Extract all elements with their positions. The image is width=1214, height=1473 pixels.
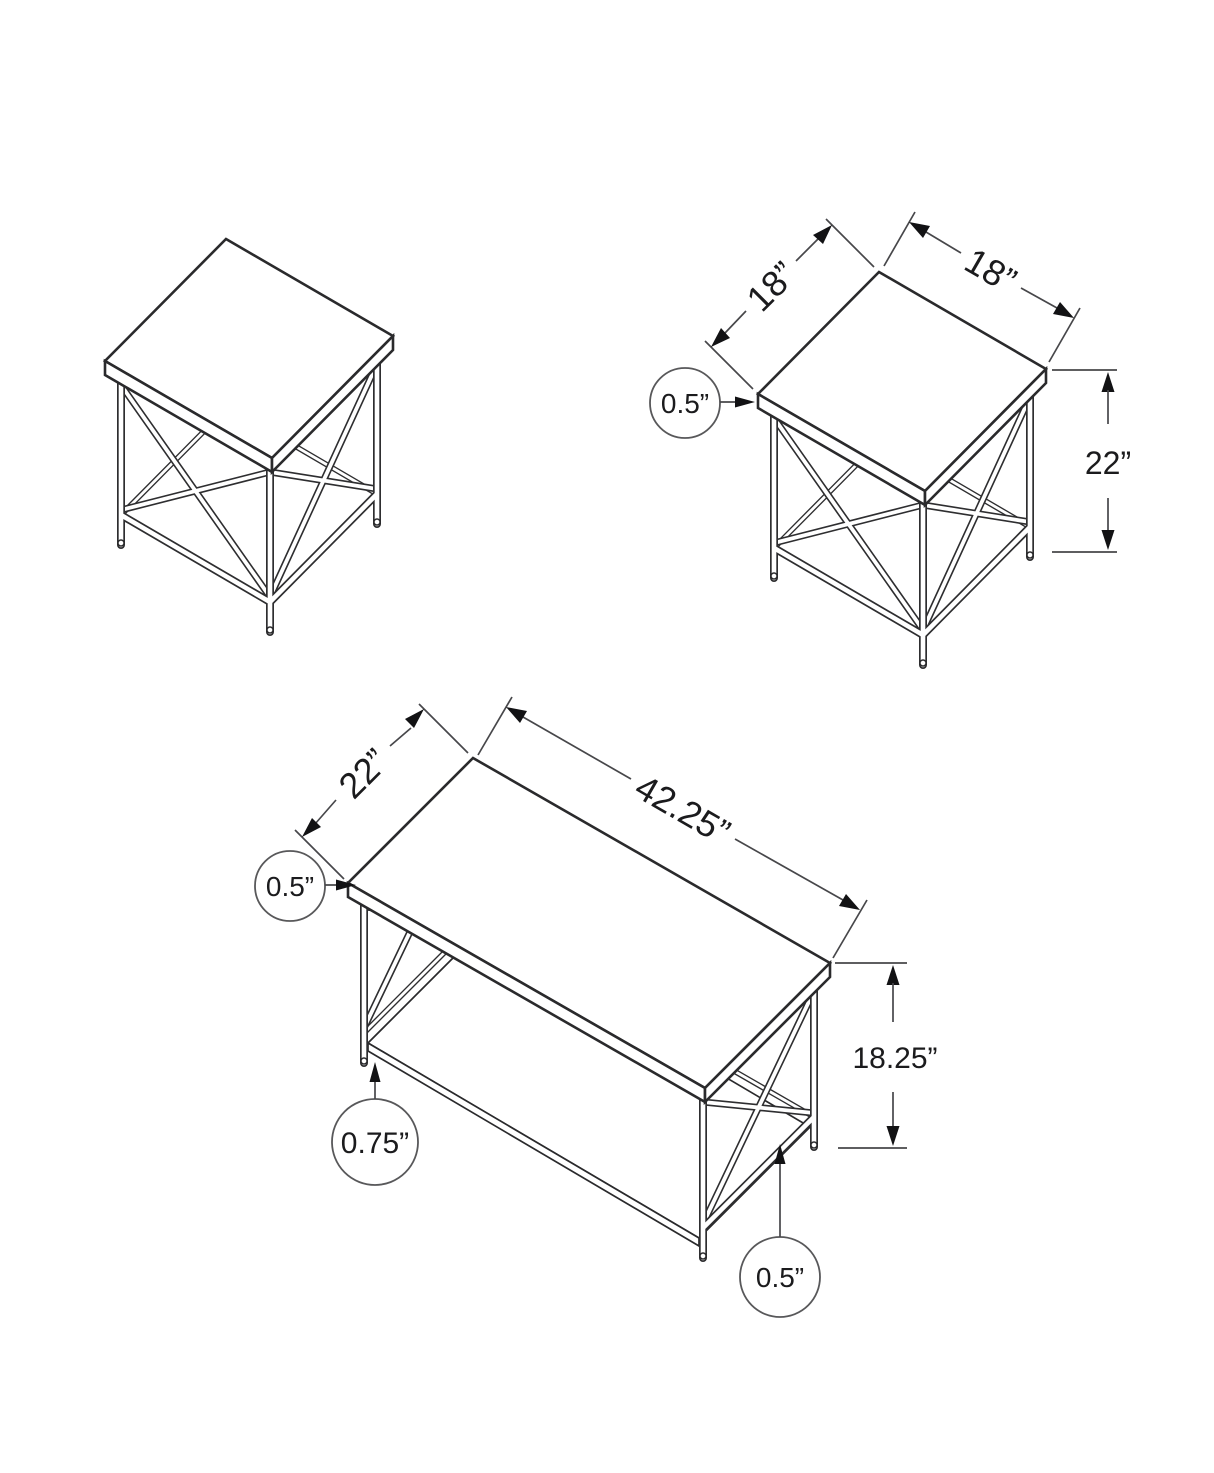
- right-foot-cap: [374, 519, 380, 525]
- arrowhead-icon: [839, 894, 860, 910]
- dimension-line-segment: [315, 800, 336, 824]
- dim-label-end-depth: 18”: [738, 253, 805, 320]
- dim-label-coffee-height: 18.25”: [852, 1042, 938, 1075]
- callout-coffee-top-thickness: [255, 851, 356, 921]
- arrowhead-icon: [506, 707, 527, 723]
- callout-label-coffee-base-thickness: 0.5”: [755, 1262, 805, 1293]
- dimension-coffee-height: [835, 963, 938, 1148]
- dim-label-end-width: 18”: [957, 239, 1024, 302]
- coffee-table-drawing: [348, 758, 830, 1259]
- arrowhead-icon: [1102, 372, 1115, 392]
- extension-line: [833, 900, 867, 958]
- right-foot-cap: [811, 1142, 817, 1148]
- arrowhead-icon: [405, 709, 424, 728]
- dimension-line-segment: [735, 839, 843, 900]
- dim-label-coffee-depth: 22”: [330, 740, 397, 807]
- arrowhead-icon: [1102, 530, 1115, 550]
- right-foot-cap: [1027, 552, 1033, 558]
- callout-label-coffee-shelf-thickness: 0.75”: [340, 1127, 410, 1160]
- dimension-line-segment: [523, 717, 631, 779]
- arrowhead-icon: [909, 222, 930, 238]
- callout-coffee-shelf-thickness: [332, 1062, 418, 1185]
- dimension-line-segment: [390, 728, 411, 746]
- left-foot-cap: [771, 573, 777, 579]
- dim-label-end-height: 22”: [1084, 445, 1132, 481]
- arrowhead-icon: [1053, 302, 1074, 318]
- front-foot-cap: [920, 660, 926, 666]
- callout-label-coffee-top-thickness: 0.5”: [265, 871, 315, 902]
- front-foot-cap: [267, 627, 273, 633]
- extension-line: [884, 212, 915, 266]
- arrowhead-icon: [735, 397, 755, 408]
- dim-label-coffee-length: 42.25”: [628, 766, 738, 853]
- dimension-line-segment: [725, 311, 746, 333]
- dimension-line-segment: [796, 239, 818, 261]
- callout-end-table-top-thickness: [650, 368, 755, 438]
- end-table-plain-drawing: [105, 239, 393, 633]
- extension-line: [419, 704, 468, 753]
- left-foot-cap: [361, 1058, 367, 1064]
- arrowhead-icon: [887, 965, 900, 985]
- dimension-line-segment: [1021, 288, 1057, 308]
- dimension-end-table-height: [1052, 370, 1131, 552]
- callout-label-end-top-thickness: 0.5”: [660, 388, 710, 419]
- arrowhead-icon: [370, 1062, 381, 1082]
- front-foot-cap: [700, 1253, 706, 1259]
- extension-line: [478, 697, 512, 755]
- dimension-line-segment: [926, 232, 961, 253]
- arrowhead-icon: [887, 1126, 900, 1146]
- left-foot-cap: [118, 540, 124, 546]
- extension-line: [826, 219, 874, 267]
- end-table-dimensioned-drawing: [758, 272, 1046, 666]
